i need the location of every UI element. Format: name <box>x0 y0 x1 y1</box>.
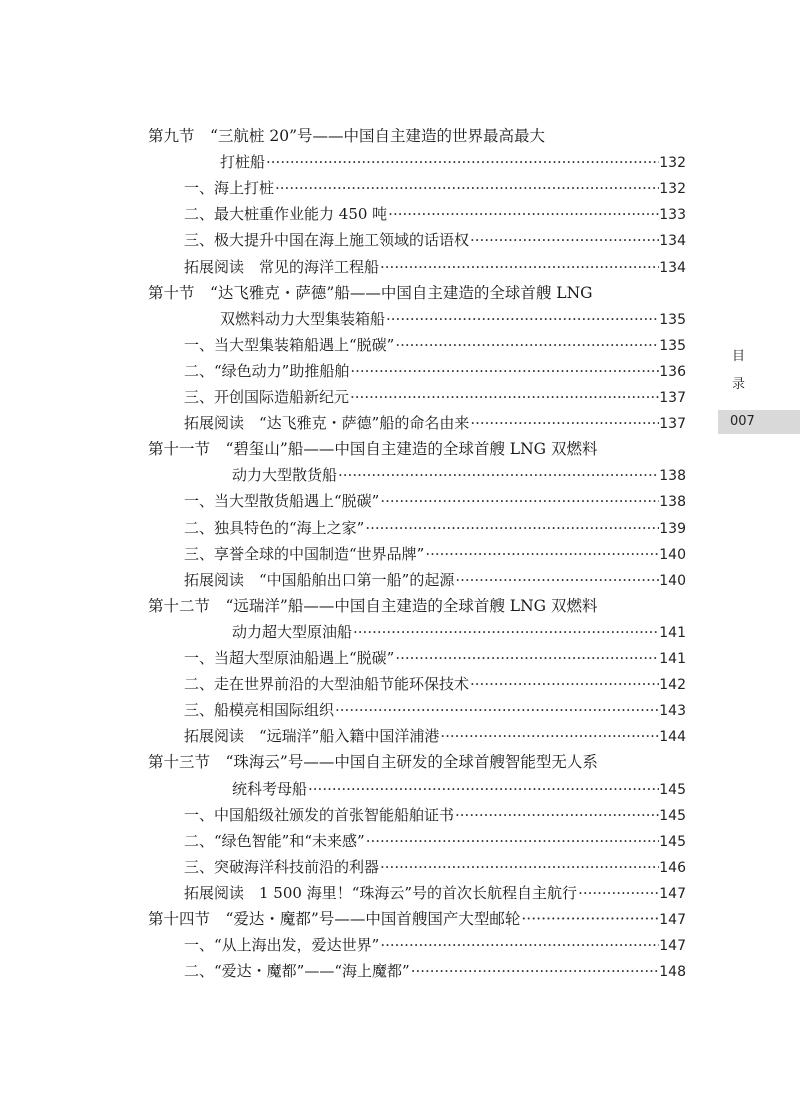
toc-entry <box>184 385 686 409</box>
toc-entry-title: 动力大型散货船 <box>232 466 338 484</box>
dot-leader <box>379 933 659 957</box>
dot-leader <box>469 228 659 252</box>
toc-page-number: 145 <box>659 834 686 850</box>
toc-entry-title: 第十一节 “碧玺山”船——中国自主建造的全球首艘 LNG 双燃料 <box>148 440 598 458</box>
toc-entry-title: 拓展阅读 “达飞雅克・萨德”船的命名由来 <box>184 414 470 432</box>
toc-section-heading <box>148 437 686 461</box>
dot-leader <box>365 829 660 853</box>
toc-section-heading <box>148 594 686 618</box>
toc-entry-title: 第十二节 “远瑞洋”船——中国自主建造的全球首艘 LNG 双燃料 <box>148 597 598 615</box>
toc-page-number: 132 <box>659 181 686 197</box>
dot-leader <box>349 359 659 383</box>
toc-page-number: 147 <box>659 912 686 928</box>
toc-page-number: 141 <box>659 651 686 667</box>
toc-page-number: 145 <box>659 808 686 824</box>
toc-entry <box>184 333 686 357</box>
toc-entry-title: 三、极大提升中国在海上施工领域的话语权 <box>184 231 470 249</box>
toc-page-number: 148 <box>659 964 686 980</box>
toc-entry <box>184 933 686 957</box>
toc-entry <box>184 228 686 252</box>
toc-entry-title: 三、突破海洋科技前沿的利器 <box>184 858 380 876</box>
toc-entry <box>184 698 686 722</box>
dot-leader <box>385 307 659 331</box>
dot-leader <box>520 907 659 931</box>
toc-page-number: 135 <box>659 338 686 354</box>
toc-page-number: 143 <box>659 703 686 719</box>
dot-leader <box>352 620 659 644</box>
toc-entry-title: 二、走在世界前沿的大型油船节能环保技术 <box>184 675 470 693</box>
toc-entry <box>232 777 686 801</box>
toc-entry-title: 统科考母船 <box>232 780 308 798</box>
toc-entry-title: 一、当超大型原油船遇上“脱碳” <box>184 649 395 667</box>
toc-page-number: 140 <box>659 573 686 589</box>
toc-entry-title: 二、最大桩重作业能力 450 吨 <box>184 205 388 223</box>
dot-leader <box>410 959 660 983</box>
toc-entry-title: 二、“爱达・魔都”——“海上魔都” <box>184 962 410 980</box>
toc-entry <box>220 307 686 331</box>
dot-leader <box>469 672 659 696</box>
toc-page-number: 144 <box>659 729 686 745</box>
toc-entry-title: 第九节 “三航桩 20”号——中国自主建造的世界最高最大 <box>148 127 545 145</box>
dot-leader <box>307 777 659 801</box>
dot-leader <box>265 150 659 174</box>
toc-page-number: 145 <box>659 782 686 798</box>
toc-page-number: 136 <box>659 364 686 380</box>
toc-entry <box>184 568 686 592</box>
page-number-tab <box>718 410 800 434</box>
toc-entry <box>184 516 686 540</box>
toc-page-number: 140 <box>659 547 686 563</box>
toc-entry-title: 三、开创国际造船新纪元 <box>184 388 350 406</box>
toc-page-number: 132 <box>659 155 686 171</box>
dot-leader <box>364 516 659 540</box>
toc-entry <box>184 542 686 566</box>
toc-entry-title: 三、船模亮相国际组织 <box>184 701 335 719</box>
toc-entry <box>184 411 686 435</box>
toc-page-number: 134 <box>659 233 686 249</box>
toc-entry-title: 一、海上打桩 <box>184 179 275 197</box>
toc-entry-title: 二、“绿色智能”和“未来感” <box>184 832 365 850</box>
toc-entry <box>184 959 686 983</box>
toc-entry-title: 二、独具特色的“海上之家” <box>184 519 365 537</box>
toc-entry <box>184 724 686 748</box>
toc-entry-title: 第十三节 “珠海云”号——中国自主研发的全球首艘智能型无人系 <box>148 753 598 771</box>
dot-leader <box>334 698 659 722</box>
toc-entry-title: 第十节 “达飞雅克・萨德”船——中国自主建造的全球首艘 LNG <box>148 284 593 302</box>
dot-leader <box>454 568 659 592</box>
toc-entry <box>184 672 686 696</box>
dot-leader <box>274 176 659 200</box>
dot-leader <box>394 646 659 670</box>
toc-page-number: 138 <box>659 494 686 510</box>
toc-page-number: 147 <box>659 938 686 954</box>
toc-entry-title: 拓展阅读 常见的海洋工程船 <box>184 258 380 276</box>
toc-entry <box>184 255 686 279</box>
toc-section-heading <box>148 907 686 931</box>
toc-entry-title: 三、享誉全球的中国制造“世界品牌” <box>184 545 425 563</box>
toc-page-number: 147 <box>659 886 686 902</box>
toc-entry-title: 双燃料动力大型集装箱船 <box>220 310 386 328</box>
dot-leader <box>394 333 659 357</box>
toc-entry <box>184 176 686 200</box>
toc-entry-title: 拓展阅读 “远瑞洋”船入籍中国洋浦港 <box>184 727 440 745</box>
toc-section-heading <box>148 124 686 148</box>
toc-page-number: 139 <box>659 521 686 537</box>
toc-entry-title: 拓展阅读 “中国船舶出口第一船”的起源 <box>184 571 455 589</box>
toc-entry <box>220 150 686 174</box>
toc-entry-title: 打桩船 <box>220 153 266 171</box>
dot-leader <box>454 803 659 827</box>
page-number: 007 <box>730 414 755 429</box>
dot-leader <box>379 489 659 513</box>
dot-leader <box>387 202 659 226</box>
toc-entry <box>232 463 686 487</box>
toc-entry <box>184 202 686 226</box>
toc-entry-title: 一、“从上海出发，爱达世界” <box>184 936 380 954</box>
toc-entry-title: 第十四节 “爱达・魔都”号——中国首艘国产大型邮轮 <box>148 910 521 928</box>
dot-leader <box>379 855 659 879</box>
toc-entry <box>184 803 686 827</box>
toc-page-number: 135 <box>659 312 686 328</box>
toc-entry-title: 一、中国船级社颁发的首张智能船舶证书 <box>184 806 455 824</box>
dot-leader <box>577 881 659 905</box>
toc-page-number: 138 <box>659 468 686 484</box>
toc-section-heading <box>148 750 686 774</box>
toc-entry <box>184 646 686 670</box>
dot-leader <box>337 463 659 487</box>
toc-page-number: 133 <box>659 207 686 223</box>
toc-entry <box>232 620 686 644</box>
toc-entry-title: 一、当大型集装箱船遇上“脱碳” <box>184 336 395 354</box>
toc-page-number: 137 <box>659 416 686 432</box>
toc-page-number: 142 <box>659 677 686 693</box>
toc-entry-title: 一、当大型散货船遇上“脱碳” <box>184 492 380 510</box>
toc-page-number: 134 <box>659 260 686 276</box>
toc-entry-title: 拓展阅读 1 500 海里！“珠海云”号的首次长航程自主航行 <box>184 884 578 902</box>
dot-leader <box>379 255 659 279</box>
toc-entry-title: 二、“绿色动力”助推船舶 <box>184 362 350 380</box>
toc-entry <box>184 855 686 879</box>
toc-page-number: 137 <box>659 390 686 406</box>
side-label-lu: 录 <box>732 377 746 392</box>
dot-leader <box>469 411 659 435</box>
side-label-mu: 目 <box>732 349 746 364</box>
toc-entry <box>184 359 686 383</box>
toc-page-number: 141 <box>659 625 686 641</box>
toc-page-number: 146 <box>659 860 686 876</box>
dot-leader <box>349 385 659 409</box>
toc-section-heading <box>148 281 686 305</box>
dot-leader <box>424 542 659 566</box>
dot-leader <box>439 724 659 748</box>
toc-entry <box>184 489 686 513</box>
toc-entry <box>184 829 686 853</box>
toc-entry-title: 动力超大型原油船 <box>232 623 353 641</box>
toc-entry <box>184 881 686 905</box>
